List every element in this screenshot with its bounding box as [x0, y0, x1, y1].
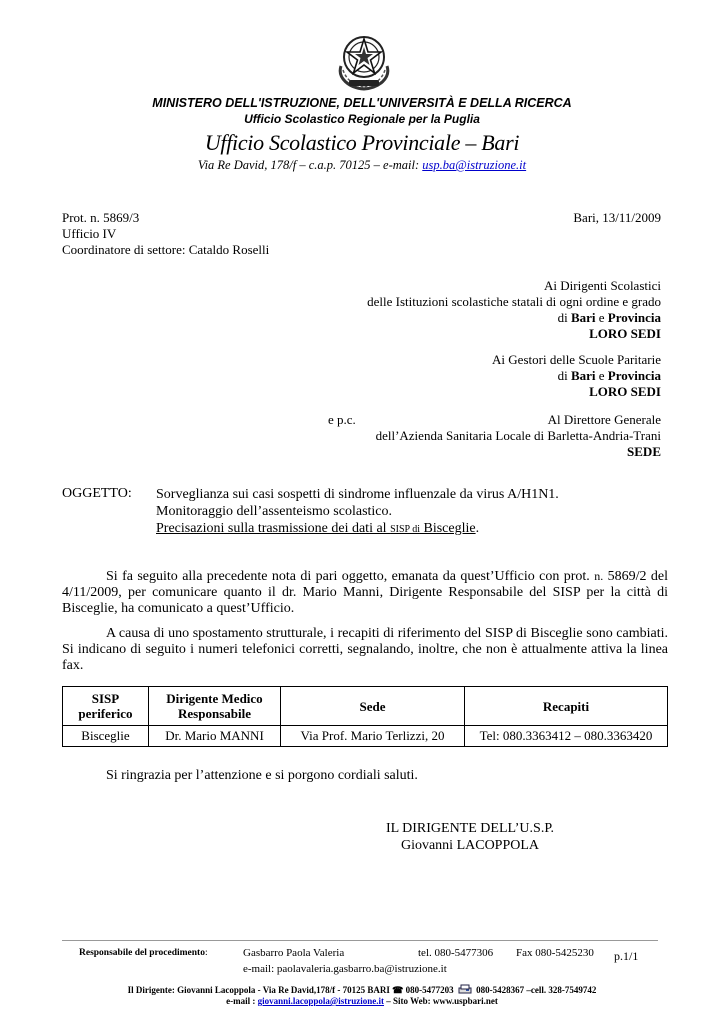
- signature-block: [370, 820, 570, 854]
- footer-website: – Sito Web: www.uspbari.net: [384, 996, 498, 1006]
- italian-republic-emblem-icon: [335, 30, 393, 92]
- table-header: SISP periferico: [63, 687, 149, 726]
- table-header: Dirigente Medico Responsabile: [149, 687, 281, 726]
- responsible-label: Responsabile del procedimento:: [79, 948, 208, 958]
- epc-label: e p.c.: [328, 412, 356, 427]
- provincial-office-title: Ufficio Scolastico Provinciale – Bari: [204, 130, 520, 155]
- office-address: [0, 158, 724, 173]
- page-number: p.1/1: [614, 949, 639, 963]
- recipient-1-line1: Ai Dirigenti Scolastici: [544, 278, 661, 293]
- subject-line2: Monitoraggio dell’assenteismo scolastico.: [156, 504, 393, 519]
- signature-name: Giovanni LACOPPOLA: [400, 838, 540, 853]
- address-text: Via Re David, 178/f – c.a.p. 70125 – e-mail:: [197, 158, 423, 172]
- recipient-3-line1: Al Direttore Generale: [547, 412, 661, 427]
- place-date: Bari, 13/11/2009: [573, 210, 661, 225]
- responsible-fax: Fax 080-5425230: [516, 947, 594, 959]
- coordinator: Coordinatore di settore: Cataldo Roselli: [62, 242, 270, 257]
- recipient-2-line1: Ai Gestori delle Scuole Paritarie: [492, 352, 661, 367]
- subject-line1: Sorveglianza sui casi sospetti di sindrome influenzale da virus A/H1N1.: [156, 487, 559, 502]
- recipient-3-line2: dell’Azienda Sanitaria Locale di Barletta-Andria-Trani: [375, 428, 661, 443]
- sisp-contacts-table: [62, 686, 668, 747]
- footer-phone: 080-5477203: [405, 985, 454, 995]
- recipient-1-place: di Bari e Provincia: [557, 310, 661, 325]
- footer-divider: [62, 940, 658, 941]
- signature-title: IL DIRIGENTE DELL’U.S.P.: [385, 821, 555, 836]
- table-header: Sede: [281, 687, 465, 726]
- office-email-link[interactable]: usp.ba@istruzione.it: [422, 158, 527, 172]
- responsible-tel: tel. 080-5477306: [418, 947, 494, 959]
- recipient-1-line2: delle Istituzioni scolastiche statali di ogni ordine e grado: [367, 294, 661, 309]
- responsible-name: Gasbarro Paola Valeria: [243, 947, 345, 959]
- responsible-email: e-mail: paolavaleria.gasbarro.ba@istruzione.it: [243, 963, 447, 975]
- footer-contacts: [0, 984, 724, 996]
- subject-line3: Precisazioni sulla trasmissione dei dati al SISP di Bisceglie.: [156, 521, 480, 536]
- table-cell: Bisceglie: [63, 726, 149, 747]
- recipient-block-1: [241, 278, 661, 342]
- dirigente-address: Il Dirigente: Giovanni Lacoppola - Via Re David,178/f - 70125 BARI: [127, 985, 390, 995]
- recipient-3-sede: SEDE: [627, 444, 661, 459]
- closing-paragraph: Si ringrazia per l’attenzione e si porgono cordiali saluti.: [106, 768, 418, 783]
- footer-web: [0, 996, 724, 1006]
- paragraph-1: Si fa seguito alla precedente nota di pari oggetto, emanata da quest’Ufficio con prot. n. 5869/2 del 4/11/2009, per comunicare quanto il dr. Mario Manni, Dirigente Responsabile del SISP per la città di Bisceglie, ha comunicato a quest’Ufficio.: [62, 569, 668, 616]
- paragraph-2: A causa di uno spostamento strutturale, i recapiti di riferimento del SISP di Bisceglie sono cambiati. Si indicano di seguito i numeri telefonici corretti, segnalando, inoltre, che non è attualmente attiva la linea fax.: [62, 626, 668, 673]
- footer-fax-cell: 080-5428367 –cell. 328-7549742: [476, 985, 597, 995]
- table-row: [63, 726, 668, 747]
- office-unit: Ufficio IV: [62, 226, 117, 241]
- regional-office: Ufficio Scolastico Regionale per la Puglia: [244, 112, 480, 126]
- footer-email-link[interactable]: giovanni.lacoppola@istruzione.it: [257, 996, 385, 1006]
- table-header: Recapiti: [465, 687, 668, 726]
- subject-text: [156, 486, 559, 538]
- protocol-number: Prot. n. 5869/3: [62, 210, 140, 225]
- recipient-block-3: [241, 412, 661, 460]
- subject-label: OGGETTO:: [62, 486, 132, 501]
- ministry-name: MINISTERO DELL'ISTRUZIONE, DELL'UNIVERSITÀ E DELLA RICERCA: [152, 96, 572, 110]
- telephone-icon: ☎: [392, 985, 404, 995]
- recipient-block-2: [241, 352, 661, 400]
- recipient-2-sedi: LORO SEDI: [589, 384, 661, 399]
- fax-icon: [458, 984, 472, 994]
- footer-email-label: e-mail :: [226, 996, 258, 1006]
- recipient-2-place: di Bari e Provincia: [557, 368, 661, 383]
- table-cell: Tel: 080.3363412 – 080.3363420: [465, 726, 668, 747]
- table-cell: Via Prof. Mario Terlizzi, 20: [281, 726, 465, 747]
- table-cell: Dr. Mario MANNI: [149, 726, 281, 747]
- table-header-row: [63, 687, 668, 726]
- recipient-1-sedi: LORO SEDI: [589, 326, 661, 341]
